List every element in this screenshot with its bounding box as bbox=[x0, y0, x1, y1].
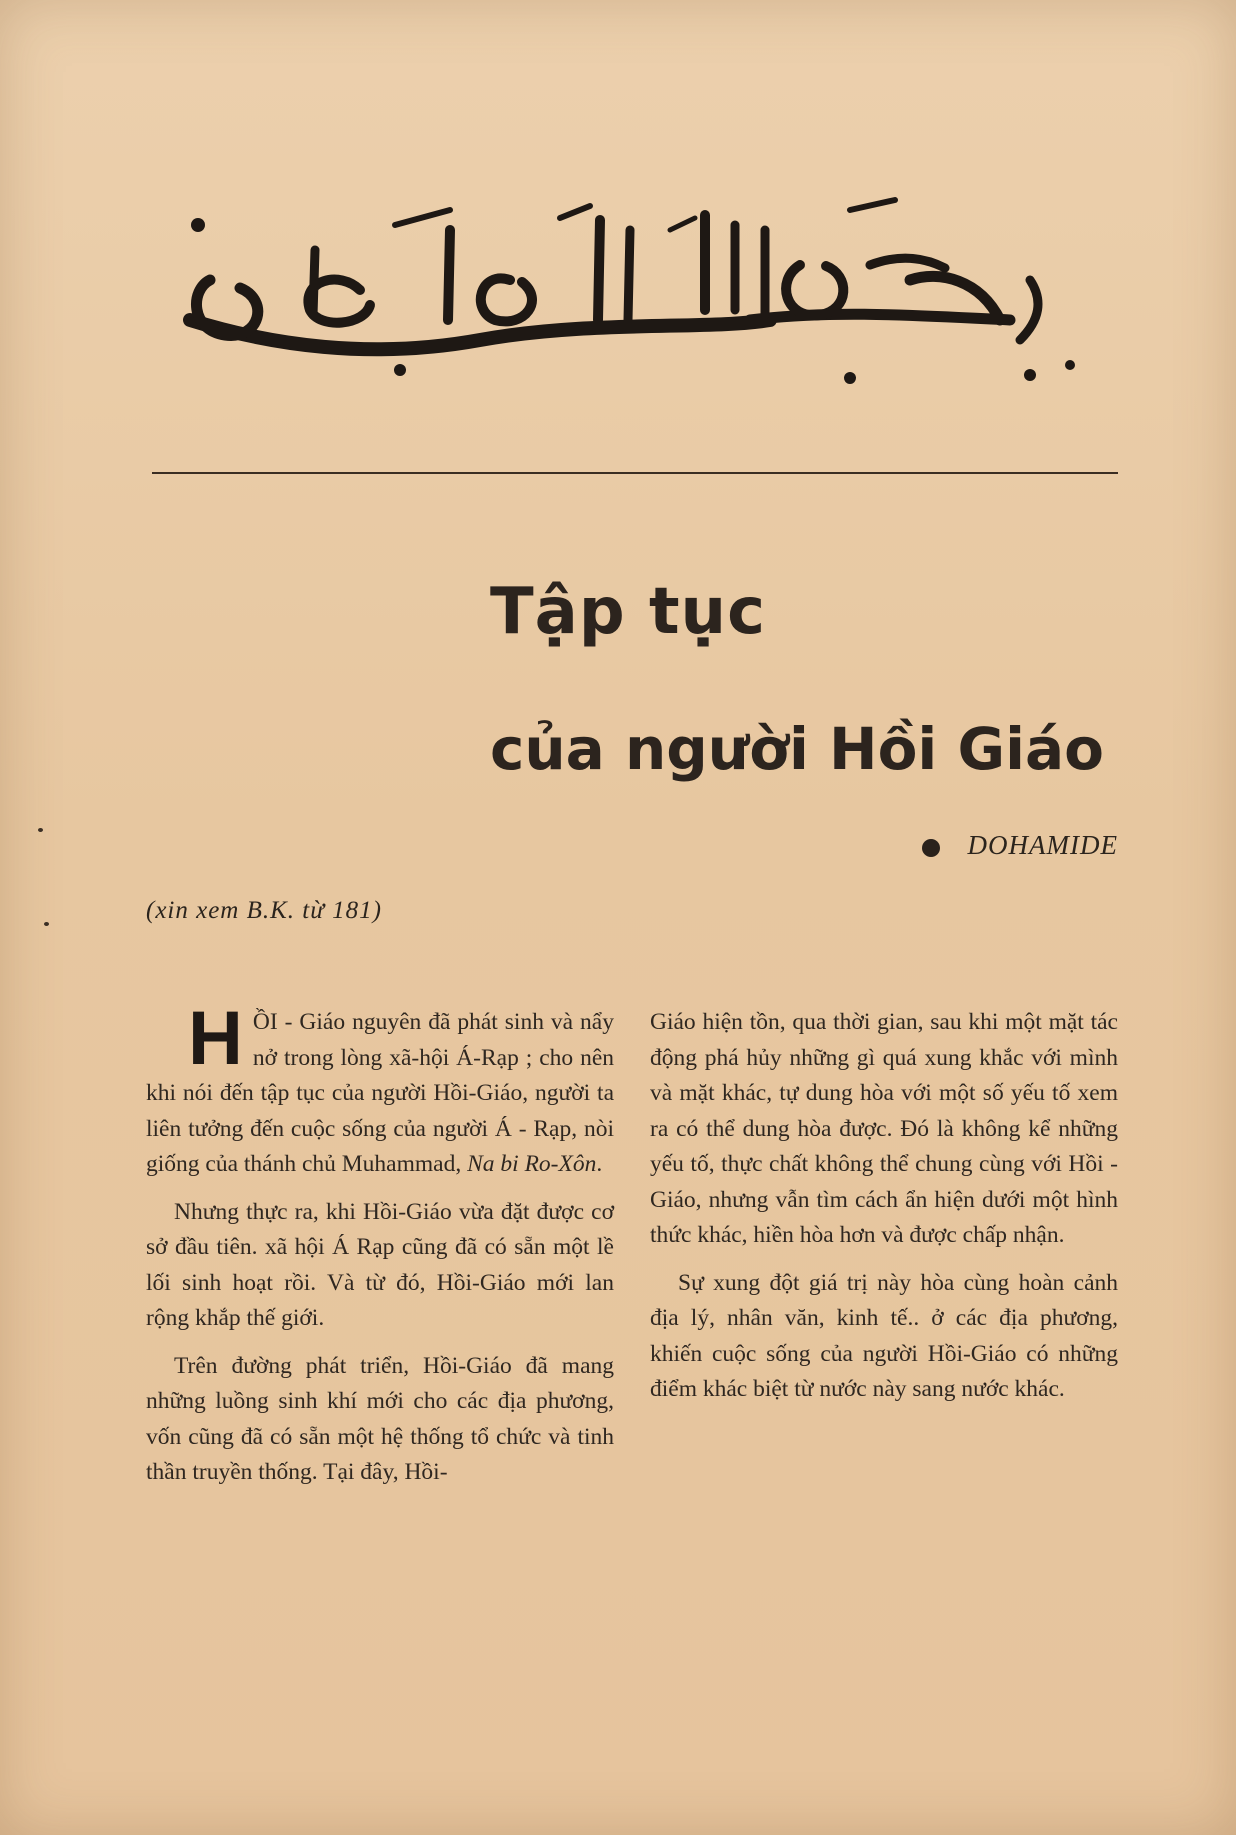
article-title-line-2: của người Hồi Giáo bbox=[490, 715, 1104, 783]
author-name: DOHAMIDE bbox=[967, 830, 1118, 860]
reference-note: (xin xem B.K. từ 181) bbox=[146, 897, 382, 924]
paragraph-1-end: . bbox=[596, 1151, 603, 1177]
paragraph-1 bbox=[146, 996, 614, 1183]
paragraph-1-italic: Na bi Ro-Xôn bbox=[467, 1151, 597, 1177]
paragraph-2: Nhưng thực ra, khi Hồi-Giáo vừa đặt được cơ sở đầu tiên. xã hội Á Rạp cũng đã có sẵn một lề lối sinh hoạt rồi. Và từ đó, Hồi-Giáo mới lan rộng khắp thế giới. bbox=[146, 1198, 614, 1331]
header-divider bbox=[152, 472, 1118, 474]
paragraph-3: Trên đường phát triển, Hồi-Giáo đã mang những luồng sinh khí mới cho các địa phương, vốn cũng đã có sẵn một hệ thống tổ chức và tinh thần truyền thống. Tại đây, Hồi- bbox=[146, 1352, 614, 1485]
article-title-line-1: Tập tục bbox=[490, 575, 767, 649]
left-column bbox=[146, 996, 614, 1503]
drop-cap: H bbox=[188, 996, 243, 1081]
paper-speck bbox=[38, 828, 43, 832]
right-column bbox=[650, 1005, 1118, 1420]
author-byline bbox=[922, 830, 1118, 861]
paragraph-5: Sự xung đột giá trị này hòa cùng hoàn cảnh địa lý, nhân văn, kinh tế.. ở các địa phương, khiến cuộc sống của người Hồi-Giáo có những điểm khác biệt từ nước này sang nước khác. bbox=[650, 1269, 1118, 1402]
bullet-icon bbox=[922, 839, 940, 857]
paper-speck bbox=[44, 922, 49, 926]
paragraph-4: Giáo hiện tồn, qua thời gian, sau khi một mặt tác động phá hủy những gì quá xung khắc với mình và mặt khác, tự dung hòa với một số yếu tố xem ra có thể dung hòa được. Đó là không kể những yếu tố, thực chất không thể chung cùng với Hồi - Giáo, nhưng vẫn tìm cách ẩn hiện dưới một hình thức khác, hiền hòa hơn và được chấp nhận. bbox=[650, 1009, 1118, 1248]
basmala-calligraphy-image bbox=[150, 170, 1110, 430]
paragraph-1-text: ỒI - Giáo nguyên đã phát sinh và nẩy nở trong lòng xã-hội Á-Rạp ; cho nên khi nói đến tập tục của người Hồi-Giáo, người ta liên tưởng đến cuộc sống của người Á - Rạp, nòi giống của thánh chủ Muhammad, bbox=[146, 1009, 614, 1177]
arabic-calligraphy-header bbox=[150, 170, 1110, 430]
